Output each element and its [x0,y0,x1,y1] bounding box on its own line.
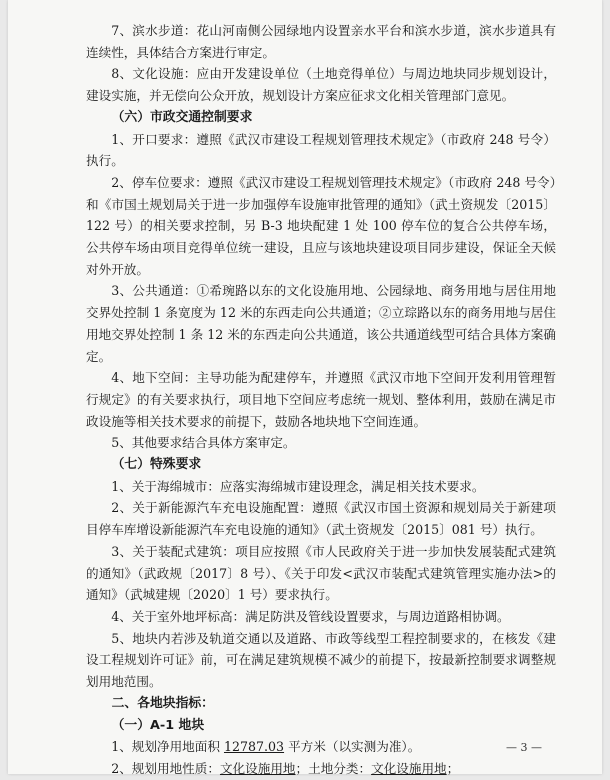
paragraph-waterfront-walkway: 7、滨水步道：花山河南侧公园绿地内设置亲水平台和滨水步道，滨水步道具有连续性，具体结合方案进行审定。 [86,23,556,60]
document-body [86,20,556,780]
paragraph-rail-transit: 5、地块内若涉及轨道交通以及道路、市政等线型工程控制要求的，在核发《建设工程规划许可证》前，可在满足建筑规模不减少的前提下，按最新控制要求调整规划用地范围。 [86,630,556,690]
paragraph-underground-space: 4、地下空间：主导功能为配建停车，并遵照《武汉市地下空间开发利用管理暂行规定》的有关要求执行，项目地下空间应考虑统一规划、整体利用，鼓励在满足市政设施等相关技术要求的前提下，鼓励各地块地下空间连通。 [86,370,556,429]
section-heading-municipal-traffic: （六）市政交通控制要求 [111,109,253,125]
indicator-land-use-end: ； [446,760,460,776]
paragraph-ground-elevation: 4、关于室外地坪标高：满足防洪及管线设置要求，与周边道路相协调。 [111,608,510,624]
indicator-land-use-value: 文化设施用地 [219,760,296,776]
indicator-land-area-label: 1、规划净用地面积 [111,739,224,755]
paragraph-access-requirement: 1、开口要求：遵照《武汉市建设工程规划管理技术规定》（市政府 248 号令）执行。 [86,131,556,169]
paragraph-parking-requirement: 2、停车位要求：遵照《武汉市建设工程规划管理技术规定》（市政府 248 号令）和《市国土规划局关于进一步加强停车设施审批管理的通知》（武土资规发〔2015〕122 号）的相关要求控制，另 B-3 地块配建 1 处 100 停车位的复合公共停车场，公共停车场由项目竞得单位统一建设，且应与该地块建设项目同步建设，保证全天候对外开放。 [86,174,556,277]
indicator-land-class-label: ；土地分类： [295,760,372,776]
paragraph-cultural-facilities: 8、文化设施：应由开发建设单位（土地竞得单位）与周边地块同步规划设计，建设实施，并无偿向公众开放，规划设计方案应征求文化相关管理部门意见。 [86,66,556,104]
page-number: — 3 — [506,741,542,754]
paragraph-public-passage: 3、公共通道：①希琬路以东的文化设施用地、公园绿地、商务用地与居住用地交界处控制 1 条宽度为 12 米的东西走向公共通道；②立琮路以东的商务用地与居住用地交界处控制 1 条 12 米的东西走向公共通道，该公共通道线型可结合具体方案确定。 [86,283,556,364]
section-heading-special-requirements: （七）特殊要求 [111,457,202,473]
document-page [8,0,602,774]
subsection-heading-plot-a1: （一）A-1 地块 [111,717,205,733]
indicator-land-area-unit: 平方米（以实测为准）。 [284,739,421,755]
paragraph-prefab-building: 3、关于装配式建筑：项目应按照《市人民政府关于进一步加快发展装配式建筑的通知》（武政规〔2017〕8 号）、《关于印发<武汉市装配式建筑管理实施办法>的通知》（武城建规〔2020〕1 号）要求执行。 [86,543,556,603]
indicator-land-class-value: 文化设施用地 [371,760,447,776]
indicator-land-use [86,758,556,780]
section-heading-plot-indicators: 二、各地块指标： [111,695,214,711]
paragraph-sponge-city: 1、关于海绵城市：应落实海绵城市建设理念，满足相关技术要求。 [111,478,485,494]
indicator-land-area-value: 12787.03 [223,739,285,755]
paragraph-ev-charging: 2、关于新能源汽车充电设施配置：遵照《武汉市国土资源和规划局关于新建项目停车库增设新能源汽车充电设施的通知》（武土资规发〔2015〕081 号）执行。 [86,500,556,538]
indicator-land-area [86,736,556,758]
paragraph-other-requirements: 5、其他要求结合具体方案审定。 [111,435,296,451]
indicator-land-use-label: 2、规划用地性质： [111,760,220,776]
